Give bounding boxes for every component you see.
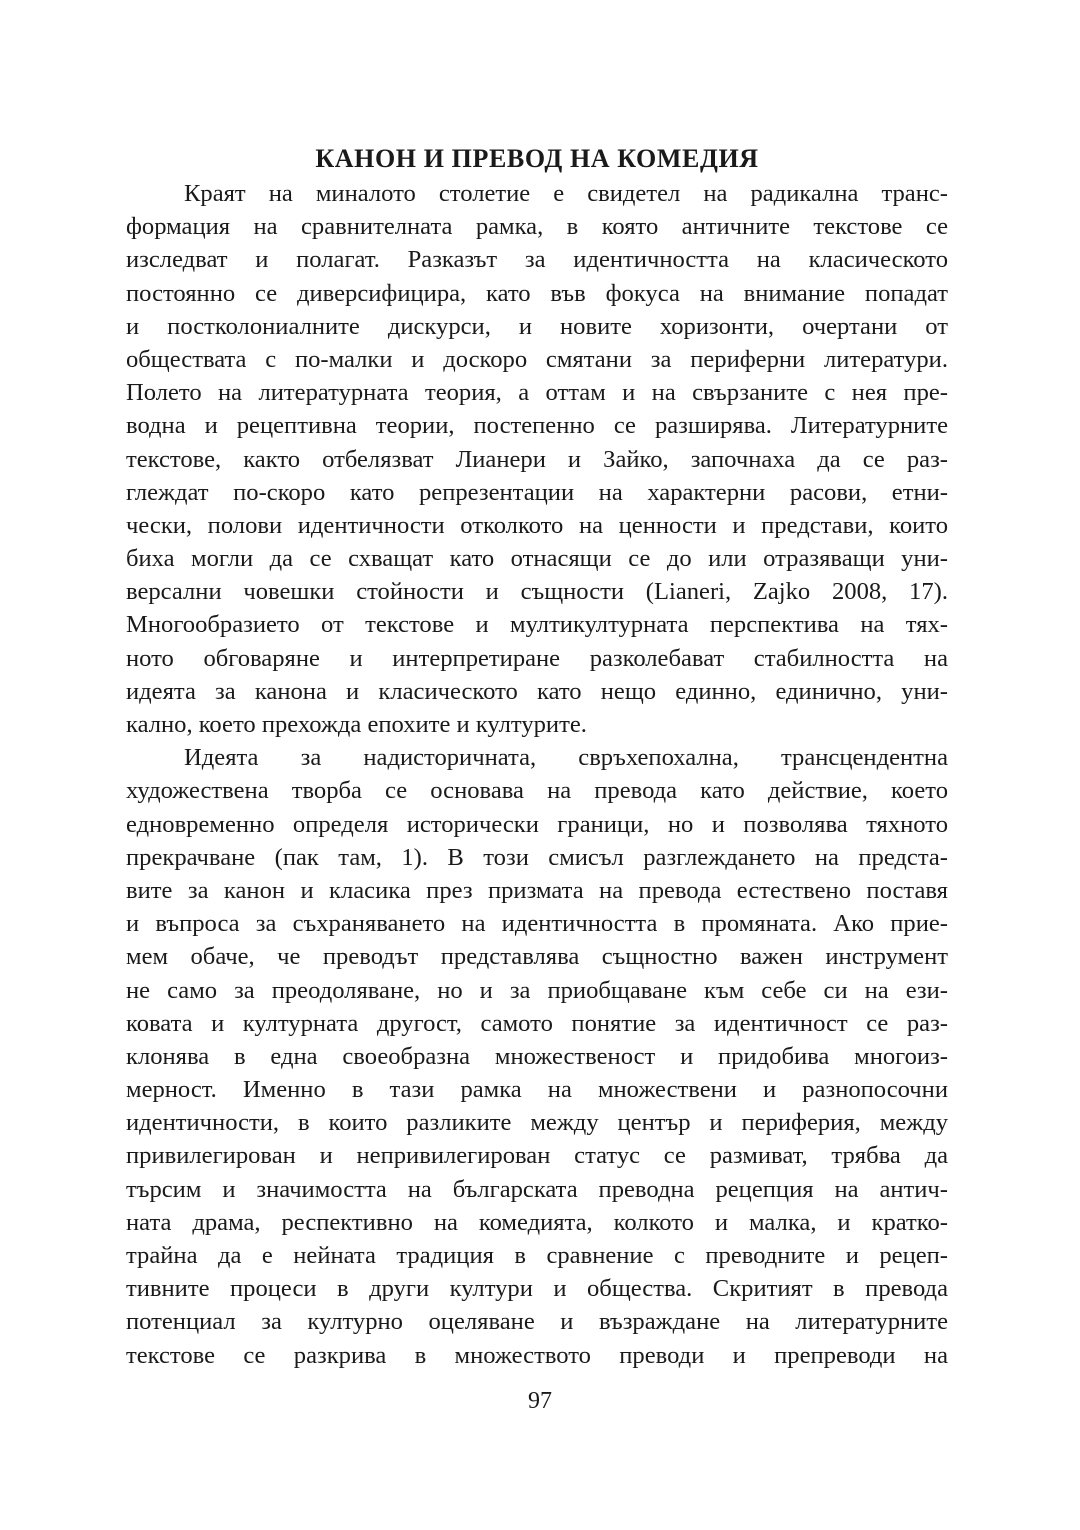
text-line: постоянно се диверсифицира, като във фокуса на внимание попадат <box>126 279 948 307</box>
text-line: формация на сравнителната рамка, в която античните текстове се <box>126 213 948 241</box>
text-line: текстове се разкрива в множеството преводи и препреводи на <box>126 1341 948 1369</box>
text-line: не само за преодоляване, но и за приобщаване към себе си на ези- <box>126 976 948 1004</box>
text-line: Краят на миналото столетие е свидетел на радикална транс- <box>184 180 948 207</box>
body-text <box>126 177 948 1372</box>
text-line: клонява в една своеобразна множественост и придобива многоиз- <box>126 1042 948 1070</box>
text-line: и въпроса за съхраняването на идентичността в промяната. Ако прие- <box>126 910 948 938</box>
text-line: ковата и културната другост, самото понятие за идентичност се раз- <box>126 1009 948 1037</box>
text-line: потенциал за културно оцеляване и възраждане на литературните <box>126 1308 948 1336</box>
text-line: чески, полови идентичности отколкото на ценности и представи, които <box>126 511 948 539</box>
text-line: ната драма, респективно на комедията, колкото и малка, и кратко- <box>126 1208 948 1236</box>
text-line: ното обговаряне и интерпретиране разколебават стабилността на <box>126 644 948 672</box>
paragraph-2 <box>126 741 948 1372</box>
text-line: мем обаче, че преводът представлява същностно важен инструмент <box>126 943 948 971</box>
text-line: мерност. Именно в тази рамка на множествени и разнопосочни <box>126 1076 948 1104</box>
text-line: идеята за канона и класическото като нещо единно, единично, уни- <box>126 677 948 705</box>
text-line: Идеята за надисторичната, свръхепохална, трансцендентна <box>184 744 948 772</box>
text-line: трайна да е нейната традиция в сравнение с преводните и рецеп- <box>126 1242 948 1269</box>
text-line: обществата с по-малки и доскоро смятани за периферни литератури. <box>126 345 948 373</box>
text-line: биха могли да се схващат като отнасящи се до или отразяващи уни- <box>126 545 948 573</box>
paragraph-1 <box>126 177 948 741</box>
text-line: художествена творба се основава на превода като действие, което <box>126 777 948 805</box>
text-line: водна и рецептивна теории, постепенно се разширява. Литературните <box>126 412 948 440</box>
text-line: едновременно определя исторически граници, но и позволява тяхното <box>126 810 948 838</box>
text-line: Полето на литературната теория, а оттам и на свързаните с нея пре- <box>126 379 948 407</box>
text-line: изследват и полагат. Разказът за идентичността на класическото <box>126 246 948 274</box>
text-line: версални човешки стойности и същности (Lianeri, Zajko 2008, 17). <box>126 578 948 606</box>
text-line: прекрачване (пак там, 1). В този смисъл разглеждането на предста- <box>126 843 948 871</box>
text-line: идентичности, в които разликите между център и периферия, между <box>126 1109 948 1137</box>
text-line: търсим и значимостта на българската преводна рецепция на антич- <box>126 1175 948 1203</box>
text-line: привилегирован и непривилегирован статус се размиват, трябва да <box>126 1142 948 1170</box>
chapter-title: КАНОН И ПРЕВОД НА КОМЕДИЯ <box>315 144 759 173</box>
text-line: кално, което прехожда епохите и културите. <box>126 711 587 738</box>
text-line: тивните процеси в други култури и общества. Скритият в превода <box>126 1275 948 1303</box>
text-line: текстове, както отбелязват Лианери и Зайко, започнаха да се раз- <box>126 445 948 473</box>
page-number: 97 <box>528 1388 552 1414</box>
text-line: и постколониалните дискурси, и новите хоризонти, очертани от <box>126 312 948 340</box>
text-line: глеждат по-скоро като репрезентации на характерни расови, етни- <box>126 478 948 506</box>
text-line: Многообразието от текстове и мултикултурната перспектива на тях- <box>126 611 948 639</box>
text-line: вите за канон и класика през призмата на превода естествено поставя <box>126 876 948 904</box>
